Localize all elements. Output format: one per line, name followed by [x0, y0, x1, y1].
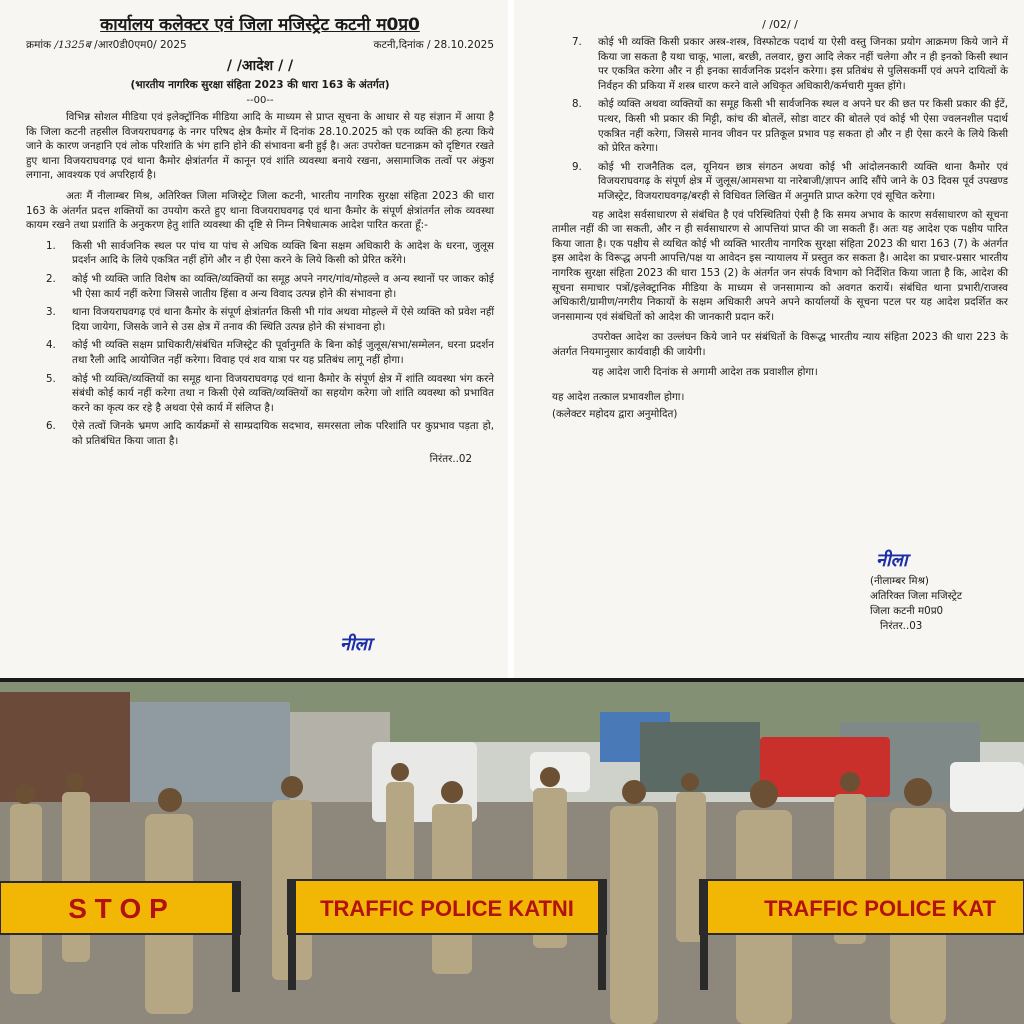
barricade-text: S T O P: [68, 893, 168, 924]
photo-scene: [0, 682, 1024, 1024]
initials-signature: नीला: [340, 634, 372, 655]
effective-line: यह आदेश तत्काल प्रभावशील होगा।: [552, 391, 685, 404]
validity-paragraph: यह आदेश जारी दिनांक से अगामी आदेश तक प्रवाशील होगा।: [592, 366, 818, 379]
list-item: 5. कोई भी व्यक्ति/व्यक्तियों का समूह थाना विजयराघवगढ़ एवं थाना कैमोर के संपूर्ण क्षेत्र में शांति व्यवस्था भंग करने संबंधी कोई कार्य नहीं करेगा तथा न किसी ऐसे व्यक्ति/व्यक्तियों का सहयोग करेगा जो शांति व्यवस्था को प्रभावित करने का कृत्य कर रहे है अथवा ऐसे कार्य में संलिप्त है।: [46, 372, 494, 414]
violation-paragraph: उपरोक्त आदेश का उल्लंघन किये जाने पर संबंधितों के विरूद्ध भारतीय न्याय संहिता 2023 की धारा 223 के अंतर्गत नियमानुसार कार्यवाही की जायेगी।: [552, 331, 1008, 358]
building: [130, 702, 290, 812]
officer: [432, 781, 472, 974]
order-page-1: [0, 0, 508, 678]
list-item: 8. कोई व्यक्ति अथवा व्यक्तियों का समूह किसी भी सार्वजनिक स्थल व अपने घर की छत पर किसी प्रकार की ईटें, पत्थर, किसी भी प्रकार की मिट्टी, कांच की बोतलें, सोडा वाटर की बोतले एवं कोई भी ऐसा ज्वलनशील पदार्थ एकत्रित नहीं करेगा, जिससे मानव जीवन पर प्रतिकूल प्रभाव पड़ सकता हो और न ही ऐसा करने के लिये किसी को प्रेरित करेगा।: [572, 98, 1008, 155]
white-car: [530, 752, 590, 792]
order-page-2: [514, 0, 1024, 678]
place-date: कटनी,दिनांक / 28.10.2025: [373, 39, 494, 51]
list-item: 4. कोई भी व्यक्ति सक्षम प्राधिकारी/संबंधित मजिस्ट्रेट की पूर्वानुमति के बिना कोई जुलूस/सभा/सम्मेलन, धरना प्रदर्शन तथा रैली आदि आयोजित नहीं करेगा। विवाह एवं शव यात्रा पर यह प्रतिबंध लागू नहीं होगा।: [46, 339, 494, 366]
list-item: 1. किसी भी सार्वजनिक स्थल पर पांच या पांच से अधिक व्यक्ति बिना सक्षम अधिकारी के आदेश के धरना, जुलूस प्रदर्शन आदि के लिये एकत्रित नहीं होंगे और न ही ऐसा करने के लिये किसी को प्रेरित करेंगे।: [46, 239, 494, 267]
list-item: 9. कोई भी राजनैतिक दल, यूनियन छात्र संगठन अथवा कोई भी आंदोलनकारी व्यक्ति थाना कैमोर एवं विजयराघवगढ़ के संपूर्ण क्षेत्र में जुलूस/आमसभा या नारेबाजी/ज्ञापन आदि सौंपे जाने के 03 दिवस पूर्व उपखण्ड मजिस्ट्रेट, विजयराघवगढ़/बरही से विधिवत लिखित में अनुमति प्राप्त करेगा एवं सूचित करेगा।: [572, 160, 1008, 202]
list-item: 6. ऐसे तत्वों जिनके भ्रमण आदि कार्यक्रमों से साम्प्रदायिक सदभाव, समरसता लोक परिशांति पर कुप्रभाव पड़ता हो, को प्रतिबंधित किया जाता है।: [46, 420, 495, 447]
police-deployment-photo: [0, 682, 1024, 1024]
prohibition-list: [26, 239, 494, 449]
shed: [640, 722, 760, 792]
barricade-text: TRAFFIC POLICE KAT: [764, 896, 996, 921]
officer: [610, 780, 658, 1024]
reference-row: [26, 38, 494, 52]
barricade-text: TRAFFIC POLICE KATNI: [320, 896, 574, 921]
order-subtitle: (भारतीय नागरिक सुरक्षा संहिता 2023 की धारा 163 के अंतर्गत): [130, 79, 390, 91]
list-item: 3. थाना विजयराघवगढ़ एवं थाना कैमोर के संपूर्ण क्षेत्रांतर्गत किसी भी गांव अथवा मोहल्ले में ऐसे व्यक्ति को प्रवेश नहीं दिया जायेगा, जिसके जाने से उस क्षेत्र में तनाव की स्थिति उत्पन्न होने की संभावना हो।: [46, 306, 494, 333]
fire-truck: [760, 737, 890, 797]
white-car: [950, 762, 1024, 812]
reference-number: क्रमांक /1325ब /आर0डी0एम0/ 2025: [26, 39, 187, 51]
signatory-place: जिला कटनी म0प्र0: [870, 605, 944, 617]
order-preamble: अतः मैं नीलाम्बर मिश्र, अतिरिक्त जिला मजिस्ट्रेट जिला कटनी, भारतीय नागरिक सुरक्षा संहिता 2023 की धारा 163 के अंतर्गत प्रदत्त शक्तियों का उपयोग करते हुए थाना विजयराघवगढ़ एवं थाना कैमोर के संपूर्ण क्षेत्रांतर्गत लोक व्यवस्था कायम रखने तथा प्रशांति के अनुकरण हेतु शांति व्यवस्था की दृष्टि से निम्न निषेधात्मक आदेश पारित करता हूँ:-: [26, 189, 494, 232]
signature: नीला: [876, 550, 908, 571]
signatory-title: अतिरिक्त जिला मजिस्ट्रेट: [870, 590, 963, 602]
approval-line: (कलेक्टर महोदय द्वारा अनुमोदित): [552, 408, 678, 421]
signatory-name: (नीलाम्बर मिश्र): [870, 575, 929, 587]
separator: --00--: [246, 95, 274, 106]
background-paragraph: विभिन्न सोशल मीडिया एवं इलेक्ट्रॉनिक मीडिया आदि के माध्यम से प्राप्त सूचना के आधार से यह संज्ञान में आया है कि जिला कटनी तहसील विजयराघवगढ़ के नगर परिषद क्षेत्र कैमोर में दिनांक 28.10.2025 को एक व्यक्ति की हत्या किये जाने के कारण जनहानि एवं लोक परिशांति के भंग हानि होने की संभावना बनी हुई है। अतः उपरोक्त घटनाक्रम को दृष्टिगत रखते हुए थाना विजयराघवगढ़ एवं थाना कैमोर क्षेत्रांतर्गत में कानून एवं शांति व्यवस्था बनाये रखना, असामाजिक तत्वों पर अंकुश लगाना, आवश्यक एवं अपरिहार्य है।: [26, 111, 494, 182]
continued-label: निरंतर..02: [429, 453, 472, 466]
page-number: / /02/ /: [762, 18, 798, 31]
list-item: 2. कोई भी व्यक्ति जाति विशेष का व्यक्ति/व्यक्तियों का समूह अपने नगर/गांव/मोहल्ले व अन्य स्थानों पर जाकर कोई भी ऐसा कार्य नहीं करेगा जिससे जातीय हिंसा व अन्य विवाद उत्पन्न होने की संभावना हो।: [46, 272, 494, 300]
office-header: कार्यालय कलेक्टर एवं जिला मजिस्ट्रेट कटनी म0प्र0: [100, 15, 420, 35]
continued-label: निरंतर..03: [880, 620, 923, 632]
signatory-block: [870, 574, 962, 634]
list-item: 7. कोई भी व्यक्ति किसी प्रकार अस्त्र-शस्त्र, विस्फोटक पदार्थ या ऐसी वस्तु जिनका प्रयोग आक्रमण किये जाने में किया जा सकता है यथा चाकू, भाला, बरछी, तलवार, छुरा आदि लेकर नहीं चलेगा और न ही इनको किसी स्थान पर एकत्रित करेगा और न ही इनका सार्वजनिक प्रदर्शन करेगा। इस प्रतिबंध से पुलिसकर्मी एवं अपने दायित्वों के निर्वहन की प्रकिया में शस्त्र धारण करने वाले अधिकृत अधिकारी/कर्मचारी मुक्त होंगे।: [572, 36, 1008, 92]
order-title: / /आदेश / /: [226, 58, 294, 74]
prohibition-list-continued: [552, 35, 1008, 204]
applicability-paragraph: यह आदेश सर्वसाधारण से संबंधित है एवं परिस्थितियां ऐसी है कि समय अभाव के कारण सर्वसाधारण को सूचना तामील नहीं की जा सकती, और न ही सर्वसाधारण से आपत्तियां प्राप्त की जा सकती हैं। अतः यह आदेश एक पक्षीय पारित किया जाता है। एक पक्षीय से व्यथित कोई भी व्यक्ति भारतीय नागरिक सुरक्षा संहिता 2023 की धारा 163 (7) के अंतर्गत इस आदेश के विरूद्ध अपनी आपत्ति/पक्ष या आवेदन इस न्यायालय में प्रस्तुत कर सकता है। आदेश का प्रचार-प्रसार भारतीय नागरिक सुरक्षा संहिता 2023 की धारा 153 (2) के अंतर्गत जन संपर्क विभाग को निर्देशित किया जाता है कि, आदेश की सूचना समाचार पत्रों/इलेक्ट्रानिक मीडिया के माध्यम से जनसामान्य को अवगत करायें। संबंधित थाना प्रभारी/राजस्व अधिकारी/ग्रामीण/नगरीय निकायों के सक्षम अधिकारी अपने अपने कार्यालयों के सूचना पटल पर यह आदेश प्रदर्शित कर जनसामान्य एवं संबंधितों को आदेश की जानकारी प्रदान करें।: [552, 208, 1008, 323]
